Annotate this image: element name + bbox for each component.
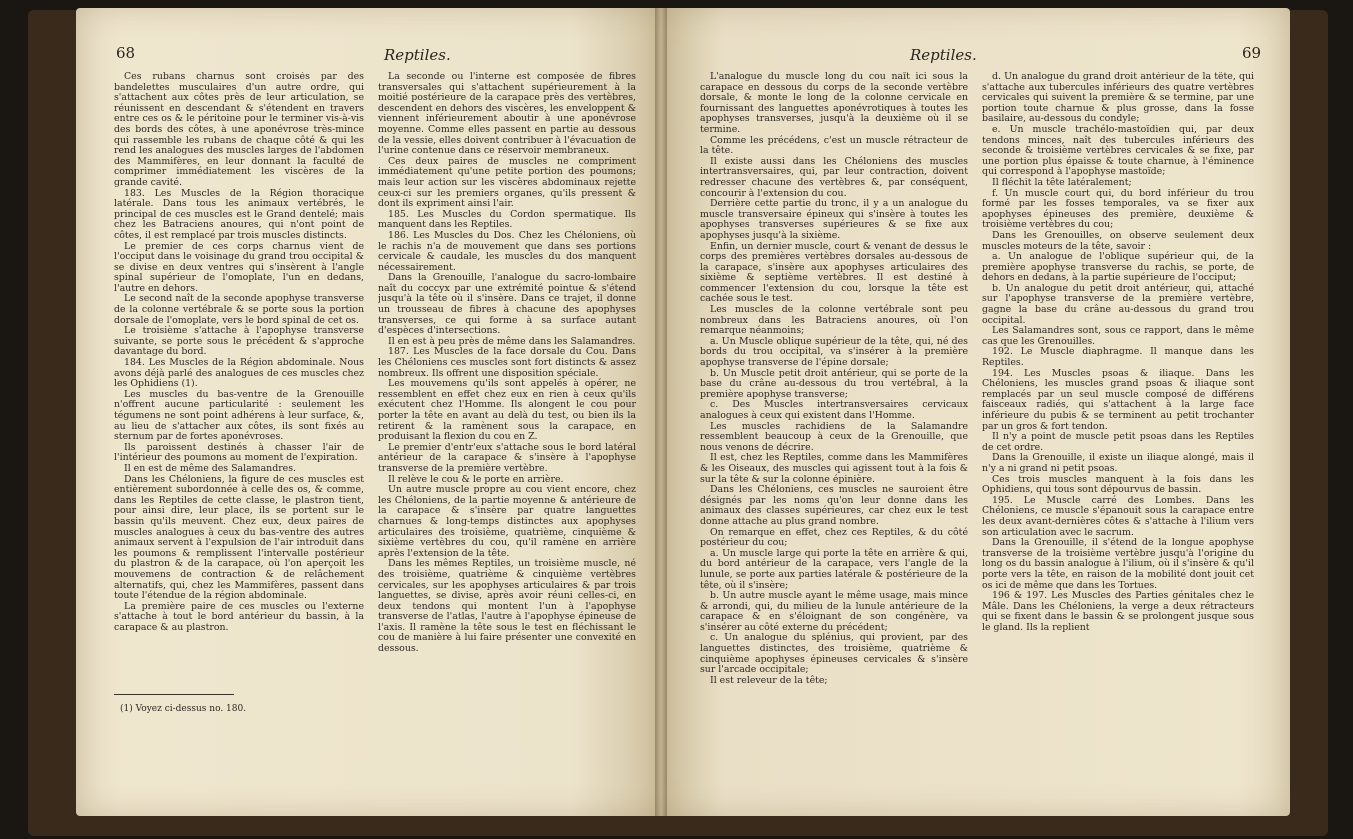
paragraph: Ils paroissent destinés à chasser l'air de l'intérieur des poumons au moment de l'expiration. [114, 441, 364, 464]
paragraph: Il relève le cou & le porte en arrière. [388, 473, 564, 485]
paragraph: Dans la Grenouille, l'analogue du sacro-lombaire naît du coccyx par une extrémité pointue & s'étend jusqu'à la tête où il s'insère. Dans ce trajet, il donne un trousseau de fibres à chacune des apophyses transverses, ce qui forme à sa surface autant d'espèces d'intersections. [378, 272, 636, 337]
paragraph: Il est releveur de la tête; [710, 674, 828, 686]
left-page-number: 68 [116, 44, 136, 62]
paragraph: d. Un analogue du grand droit antérieur de la tête, qui s'attache aux tubercules inférieurs des quatre vertèbres cervicales qui suivent la première & se termine, par une portion toute charnue & plus grosse, dans la fosse basilaire, au-dessous du condyle; [982, 72, 1254, 125]
paragraph: a. Un muscle large qui porte la tête en arrière & qui, du bord antérieur de la carapace, vers l'angle de la lunule, se porte aux parties latérale & postérieure de la tête, où il s'insère; [700, 547, 968, 591]
right-page-number: 69 [1242, 44, 1262, 62]
paragraph: 187. Les Muscles de la face dorsale du Cou. Dans les Chéloniens ces muscles sont fort distincts & assez nombreux. Ils offrent une disposition spéciale. [378, 346, 636, 379]
paragraph: Le troisième s'attache à l'apophyse transverse suivante, se porte sous le précédent & s'approche davantage du bord. [114, 325, 364, 358]
left-column-1 [114, 72, 364, 682]
paragraph: Il en est à peu près de même dans les Salamandres. [388, 335, 636, 347]
paragraph: 194. Les Muscles psoas & iliaque. Dans les Chéloniens, les muscles grand psoas & iliaque sont remplacés par un seul muscle composé de différens faisceaux radiés, qui s'attachent à la large face inférieure du pubis & se terminent au petit trochanter par un gros & fort tendon. [982, 367, 1254, 432]
right-page [660, 8, 1290, 816]
paragraph: a. Un analogue de l'oblique supérieur qui, de la première apophyse transverse du rachis, se porte, de dehors en dedans, à la partie supérieure de l'occiput; [982, 251, 1254, 284]
right-column-1 [700, 72, 968, 802]
right-column-2 [982, 72, 1254, 802]
paragraph: Il en est de même des Salamandres. [124, 462, 297, 474]
paragraph: On remarque en effet, chez ces Reptiles, & du côté postérieur du cou; [700, 526, 968, 549]
paragraph: a. Un Muscle oblique supérieur de la tête, qui, né des bords du trou occipital, va s'insérer à la première apophyse transverse de l'épine dorsale; [700, 335, 968, 369]
paragraph: La première paire de ces muscles ou l'externe s'attache à tout le bord antérieur du bassin, à la carapace & au plastron. [114, 600, 364, 633]
book-gutter [655, 8, 667, 816]
paragraph: c. Un analogue du splénius, qui provient, par des languettes distinctes, des troisième, quatrième & cinquième apophyses épineuses cervicales & s'insère sur l'arcade occipitale; [700, 632, 968, 676]
paragraph: Dans la Grenouille, il s'étend de la longue apophyse transverse de la troisième vertèbre jusqu'à l'origine du long os du bassin analogue à l'ilium, où il s'insère & qu'il porte vers la tête, en raison de la mobilité dont jouit cet os ici de même que dans les Tortues. [982, 537, 1254, 591]
paragraph: L'analogue du muscle long du cou naît ici sous la carapace en dessous du corps de la seconde vertèbre dorsale, & monte le long de la colonne cervicale en fournissant des languettes aponévrotiques à toutes les apophyses transverses, jusqu'à la deuxième où il se termine. [700, 72, 968, 135]
paragraph: 183. Les Muscles de la Région thoracique latérale. Dans tous les animaux vertébrés, le principal de ces muscles est le Grand dentelé; mais chez les Batraciens anoures, qui n'ont point de côtes, il est remplacé par trois muscles distincts. [114, 187, 364, 241]
paragraph: 184. Les Muscles de la Région abdominale. Nous avons déjà parlé des analogues de ces muscles chez les Ophidiens (1). [114, 357, 364, 390]
paragraph: Le second naît de la seconde apophyse transverse de la colonne vertébrale & se porte sous la portion dorsale de l'omoplate, vers le bord spinal de cet os. [114, 293, 364, 326]
paragraph: Les muscles du bas-ventre de la Grenouille n'offrent aucune particularité : seulement les tégumens ne sont point adhérens à leur surface, &, au lieu de s'attacher aux côtes, ils sont fixés au sternum par de fortes aponévroses. [114, 388, 364, 443]
paragraph: Le premier de ces corps charnus vient de l'occiput dans le voisinage du grand trou occipital & se divise en deux ventres qui s'insèrent à l'angle spinal supérieur de l'omoplate, l'un en dedans, l'autre en dehors. [114, 240, 364, 294]
paragraph: Il fléchit la tête latéralement; [992, 176, 1132, 188]
paragraph: Dans les mêmes Reptiles, un troisième muscle, né des troisième, quatrième & cinquième vertèbres cervicales, sur les apophyses articulaires & par trois languettes, se divise, après avoir réuni celles-ci, en deux tendons qui montent l'un à l'apophyse transverse de l'atlas, l'autre à l'apophyse épineuse de l'axis. Il ramène la tête sous le test en fléchissant le cou de manière à lui faire présenter une convexité en dessous. [378, 558, 636, 655]
paragraph: b. Un Muscle petit droit antérieur, qui se porte de la base du crâne au-dessous du trou vertébral, à la première apophyse transverse; [700, 367, 968, 400]
paragraph: Il est, chez les Reptiles, comme dans les Mammifères & les Oiseaux, des muscles qui agissent tout à la fois & sur la tête & sur la colonne épinière. [700, 452, 968, 485]
paragraph: 195. Le Muscle carré des Lombes. Dans les Chéloniens, ce muscle s'épanouit sous la carapace entre les deux avant-dernières côtes & s'attache à l'ilium vers son articulation avec le sacrum. [982, 494, 1254, 538]
paragraph: 196 & 197. Les Muscles des Parties génitales chez le Mâle. Dans les Chéloniens, la verge a deux rétracteurs qui se fixent dans le bassin & se prolongent jusque sous le gland. Ils la replient [982, 590, 1254, 633]
paragraph: c. Des Muscles intertransversaires cervicaux analogues à ceux qui existent dans l'Homme. [700, 399, 968, 421]
paragraph: Les muscles de la colonne vertébrale sont peu nombreux dans les Batraciens anoures, où l'on remarque néanmoins; [700, 304, 968, 337]
paragraph: 185. Les Muscles du Cordon spermatique. Ils manquent dans les Reptiles. [378, 208, 636, 231]
paragraph: Le premier d'entr'eux s'attache sous le bord latéral antérieur de la carapace & s'insère à l'apophyse transverse de la première vertèbre. [378, 441, 636, 474]
paragraph: Dans la Grenouille, il existe un iliaque alongé, mais il n'y a ni grand ni petit psoas. [982, 452, 1254, 474]
paragraph: 192. Le Muscle diaphragme. Il manque dans les Reptiles. [982, 346, 1254, 369]
paragraph: Il existe aussi dans les Chéloniens des muscles intertransversaires, qui, par leur contraction, doivent redresser chacune des vertèbres &, par conséquent, concourir à l'extension du cou. [700, 155, 968, 199]
left-running-head: Reptiles. [384, 46, 451, 64]
paragraph: e. Un muscle trachélo-mastoïdien qui, par deux tendons minces, naît des tubercules inférieurs des seconde & troisième vertèbres cervicales & se fixe, par une portion plus épaisse & toute charnue, à l'éminence qui correspond à l'apophyse mastoïde; [982, 123, 1254, 178]
paragraph: 186. Les Muscles du Dos. Chez les Chéloniens, où le rachis n'a de mouvement que dans ses portions cervicale & caudale, les muscles du dos manquent nécessairement. [378, 229, 636, 273]
paragraph: Les muscles rachidiens de la Salamandre ressemblent beaucoup à ceux de la Grenouille, que nous venons de décrire. [700, 420, 968, 453]
paragraph: f. Un muscle court qui, du bord inférieur du trou formé par les fosses temporales, va se fixer aux apophyses épineuses des première, deuxième & troisième vertèbres du cou; [982, 187, 1254, 231]
paragraph: Enfin, un dernier muscle, court & venant de dessus le corps des premières vertèbres dorsales au-dessous de la carapace, s'insère aux apophyses articulaires des sixième & septième vertèbres. Il est destiné à commencer l'extension du cou, lorsque la tête est cachée sous le test. [700, 240, 968, 305]
left-page [76, 8, 660, 816]
right-running-head: Reptiles. [910, 46, 977, 64]
paragraph: b. Un analogue du petit droit antérieur, qui, attaché sur l'apophyse transverse de la première vertèbre, gagne la base du crâne au-dessous du grand trou occipital. [982, 282, 1254, 326]
paragraph: Dans les Chéloniens, la figure de ces muscles est entièrement subordonnée à celle des os, & comme, dans les Reptiles de cette classe, le plastron tient, pour ainsi dire, leur place, ils se portent sur le bassin qu'ils meuvent. Chez eux, deux paires de muscles analogues à ceux du bas-ventre des autres animaux servent à l'expulsion de l'air introduit dans les poumons & remplissent l'intervalle postérieur du plastron & de la carapace, où l'on aperçoit les mouvemens de contraction & de relâchement alternatifs, qui, chez les Mammifères, passent dans toute l'étendue de la région abdominale. [114, 473, 364, 602]
left-column-2 [378, 72, 636, 802]
footnote: (1) Voyez ci-dessus no. 180. [120, 704, 247, 714]
footnote-rule [114, 694, 234, 695]
paragraph: Les Salamandres sont, sous ce rapport, dans le même cas que les Grenouilles. [982, 325, 1254, 347]
paragraph: Dans les Chéloniens, ces muscles ne sauroient être désignés par les noms qu'on leur donne dans les animaux des classes supérieures, car chez eux le test donne attache au plus grand nombre. [700, 484, 968, 527]
paragraph: Ces deux paires de muscles ne compriment immédiatement qu'une petite portion des poumons; mais leur action sur les viscères abdominaux rejette ceux-ci sur les premiers organes, qu'ils pressent & dont ils expriment ainsi l'air. [378, 155, 636, 210]
paragraph: Les mouvemens qu'ils sont appelés à opérer, ne ressemblent en effet chez eux en rien à ceux qu'ils exécutent chez l'Homme. Ils alongent le cou pour porter la tête en avant au delà du test, ou bien ils la retirent & la ramènent sous la carapace, en produisant la flexion du cou en Z. [378, 378, 636, 443]
paragraph: Derrière cette partie du tronc, il y a un analogue du muscle transversaire épineux qui s'insère à toutes les apophyses transverses supérieures & se fixe aux apophyses jusqu'à la sixième. [700, 198, 968, 241]
paragraph: Ces rubans charnus sont croisés par des bandelettes musculaires d'un autre ordre, qui s'attachent aux côtes près de leur articulation, se réunissent en descendant & s'étendent en travers entre ces os & le péritoine pour le terminer vis-à-vis des bords des côtes, à une aponévrose très-mince qui rassemble les rubans de chaque côté & qui les rend les analogues des muscles larges de l'abdomen des Mammifères, en leur donnant la faculté de comprimer immédiatement les viscères de la grande cavité. [114, 72, 364, 188]
paragraph: Ces trois muscles manquent à la fois dans les Ophidiens, qui tous sont dépourvus de bassin. [982, 473, 1254, 496]
paragraph: Un autre muscle propre au cou vient encore, chez les Chéloniens, de la partie moyenne & antérieure de la carapace & s'insère par quatre languettes charnues & long-temps distinctes aux apophyses articulaires des troisième, quatrième, cinquième & sixième vertèbres du cou, qu'il ramène en arrière après l'extension de la tête. [378, 484, 636, 559]
paragraph: Il n'y a point de muscle petit psoas dans les Reptiles de cet ordre. [982, 431, 1254, 453]
paragraph: Dans les Grenouilles, on observe seulement deux muscles moteurs de la tête, savoir : [982, 229, 1254, 252]
paragraph: b. Un autre muscle ayant le même usage, mais mince & arrondi, qui, du milieu de la lunule antérieure de la carapace & en s'éloignant de son congénère, va s'insérer au côté externe du précédent; [700, 590, 968, 633]
paragraph: Comme les précédens, c'est un muscle rétracteur de la tête. [700, 134, 968, 157]
paragraph: La seconde ou l'interne est composée de fibres transversales qui s'attachent supérieurement à la moitié postérieure de la carapace près des vertèbres, descendent en dehors des viscères, les enveloppent & viennent inférieurement aboutir à une aponévrose moyenne. Comme elles passent en partie au dessous de la vessie, elles doivent contribuer à l'évacuation de l'urine contenue dans ce réservoir membraneux. [378, 72, 636, 157]
